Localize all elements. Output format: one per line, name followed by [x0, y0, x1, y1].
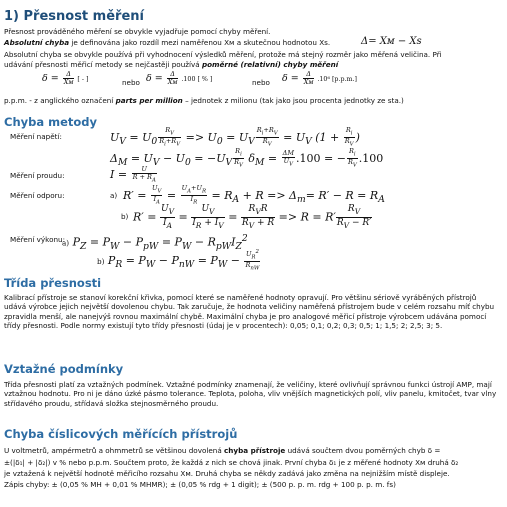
cislicove-error-term: chyba přístroje	[224, 446, 286, 455]
proud-label: Měření proudu:	[10, 171, 65, 180]
cislicove-line4: Zápis chyby: ± (0,05 % MH + 0,01 % MHMR); ± (0,05 % rdg + 1 digit); ± (500 p. p. m. rdg + 100 p. p. m. fs)	[4, 480, 396, 489]
rel-f2-den: Xᴍ	[167, 78, 178, 86]
rel-f1-pre: δ =	[42, 73, 62, 84]
odpor-a-label: a)	[110, 191, 118, 200]
rel-f3-den: Xᴍ	[303, 78, 314, 86]
rel-f3-num: Δ	[303, 71, 315, 79]
rel-error-line2-text: udávání přesnosti měřicí metody se nejčastěji používá	[4, 60, 202, 69]
rel-f3-unit: .10⁶ [p.p.m.]	[315, 76, 357, 83]
abs-error-definition	[4, 38, 330, 47]
ppm-post: – jednotek z milionu (tak jako jsou procenta jednotky ze sta.)	[182, 96, 404, 105]
napeti-formula-1: $U_V = U_0$ $\frac{R_V}{R_i+R_V}$ => $U_0 = U_V$ $\frac{R_i+R_V}{R_V}$ = $U_V$ (1 + $\frac{R_i}{R_V}$ )	[110, 126, 360, 148]
rel-formula-3	[282, 71, 357, 86]
ppm-note	[4, 96, 404, 105]
rel-error-term: poměrné (relativní) chyby měření	[201, 60, 339, 69]
rel-formula-1	[42, 71, 88, 86]
cislicove-line3: je vztažená k největší hodnotě měřicího rozsahu Xᴍ. Druhá chyba se někdy zadává jako změna na nejnižším místě displeje.	[4, 469, 450, 478]
cislicove-line1-pre: U voltmetrů, ampérmetrů a ohmmetrů se většinou dovolená	[4, 446, 225, 455]
odpor-b-label: b)	[121, 212, 129, 221]
vztazne-podminky-text: Třída přesnosti platí za vztažných podmínek. Vztažné podmínky znamenají, že veličiny, které ovlivňují správnou funkci ústrojí AMP, mají vztažnou hodnotu. Pro ni je dáno úzké pásmo tolerance. Teplota, poloha, vliv vnějších magnetických polí, vliv panelu, kmitočet, tvar vlny střídavého proudu, střídavá složka stejnosměrného proudu.	[4, 380, 497, 408]
rel-f1-num: Δ	[63, 71, 75, 79]
intro-text: Přesnost prováděného měření se obvykle vyjadřuje pomocí chyby měření.	[4, 27, 271, 36]
rel-f2-unit: .100 [ % ]	[179, 76, 213, 83]
rel-f1-den: Xᴍ	[63, 78, 74, 86]
section-title-chyba-cislicovych: Chyba číslicových měřících přístrojů	[4, 427, 238, 441]
section-title-trida-presnosti: Třída přesnosti	[4, 276, 102, 290]
ppm-pre: p.p.m. - z anglického označení	[4, 96, 116, 105]
ppm-term: parts per million	[115, 96, 183, 105]
rel-error-line2	[4, 60, 338, 69]
cislicove-line1	[4, 446, 440, 455]
vykon-a-formula: a) $P_Z = P_W - P_{pW} = P_W - R_{pW}I_Z^2$	[62, 233, 248, 252]
vykon-label: Měření výkonu:	[10, 235, 66, 244]
rel-error-line1: Absolutní chyba se obvykle používá při vyhodnocení výsledků měření, protože má stejný rozměr jako měřená veličina. Při	[4, 50, 442, 59]
section-title-chyba-metody: Chyba metody	[4, 115, 98, 129]
proud-formula: I = $\frac{U}{R + R_A}$	[110, 165, 156, 184]
abs-error-formula: Δ= Xᴍ − Xs	[361, 36, 422, 47]
abs-error-term: Absolutní chyba	[4, 38, 70, 47]
rel-or-1: nebo	[122, 78, 140, 87]
odpor-label: Měření odporu:	[10, 191, 65, 200]
rel-f2-num: Δ	[167, 71, 179, 79]
trida-presnosti-text: Kalibrací přístroje se stanoví korekční křivka, pomocí které se naměřené hodnoty opravují. Pro většinu sériově vyráběných přístrojů udává výrobce jejich největší dovolenou chybu. Tak zaručuje, že hodnota veličiny naměřená přístrojem bude v celém rozsahu míť chybu zpravidla menší, ale nanejvýš rovnou maximální chybě. Maximální chyba je pro analogové měřicí přístroje výrobcem udávána pomocí třídy přesnosti. Podle normy existují tyto třídy přesnosti (údaj je v procentech): 0,05; 0,1; 0,2; 0,3; 0,5; 1; 1,5; 2; 2,5; 3; 5.	[4, 293, 495, 330]
section-title-presnost: 1) Přesnost měření	[4, 9, 144, 24]
rel-or-2: nebo	[252, 78, 270, 87]
odpor-a-formula: R′ = $\frac{U_V}{I_A}$ = $\frac{U_A+U_R}{I_R}$ = $R_A + R => \Delta_m= R' - R = R_A$	[123, 184, 385, 206]
napeti-formula-2: $\Delta_M = U_V - U_0 = -U_V$ $\frac{R_i}{R_V}$ $\delta_M$ = $\frac{\Delta M}{U_V}$ .100 = − $\frac{R_i}{R_V}$ .100	[110, 147, 384, 169]
rel-f2-pre: δ =	[146, 73, 166, 84]
napeti-label: Měření napětí:	[10, 132, 62, 141]
cislicove-line1-post: udává součtem dvou poměrných chyb δ =	[285, 446, 441, 455]
abs-error-rest: je definována jako rozdíl mezi naměřenou Xᴍ a skutečnou hodnotou Xs.	[69, 38, 331, 47]
odpor-b-formula: R′ = $\frac{U_V}{I_A}$ = $\frac{U_V}{I_R + I_V}$ = $\frac{R_VR}{R_V + R}$ => R = R′ $\frac{R_V}{R_V - R'}$	[133, 204, 372, 230]
rel-formula-2	[146, 71, 212, 86]
section-title-vztazne-podminky: Vztažné podmínky	[4, 362, 124, 376]
cislicove-line2: ±(|δ₁| + |δ₂|) v % nebo p.p.m. Součtem proto, že každá z nich se chová jinak. První chyba δ₁ je z měřené hodnoty Xᴍ druhá δ₂	[4, 458, 459, 467]
rel-f3-pre: δ =	[282, 73, 302, 84]
vykon-b-formula: b) $P_R = P_W - P_{nW} = P_W$ − $\frac{U_R^2}{R_{nW}}$	[97, 249, 260, 272]
rel-f1-unit: [ - ]	[75, 76, 89, 83]
